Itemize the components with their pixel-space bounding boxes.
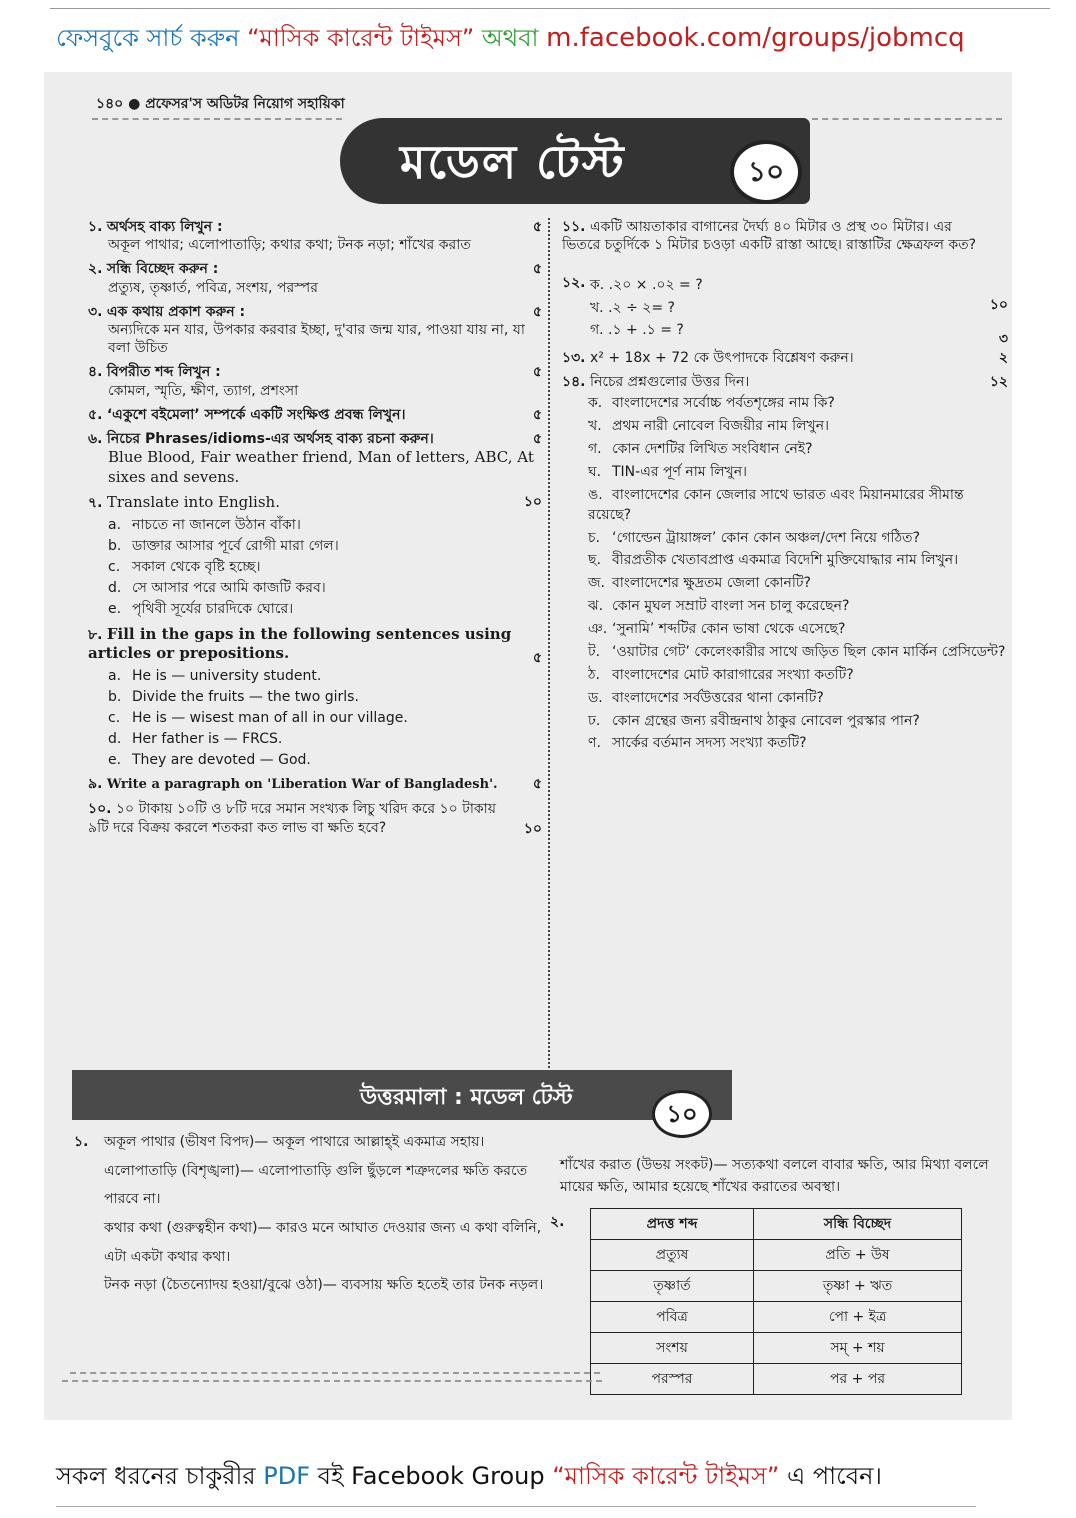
- bottom-banner-group: “মাসিক কারেন্ট টাইমস”: [552, 1462, 780, 1490]
- sub-item-label: খ.: [588, 418, 602, 435]
- question-number: ১৪.: [562, 374, 586, 391]
- question-text: Fill in the gaps in the following sentences using articles or prepositions.: [88, 624, 512, 662]
- question-mark: ৫: [532, 261, 542, 278]
- sub-item-label: গ.: [588, 441, 602, 458]
- sub-item: [108, 558, 542, 576]
- sub-item-label: ছ.: [588, 552, 601, 569]
- dash-rule: [70, 1372, 600, 1374]
- question-text: Write a paragraph on 'Liberation War of Bangladesh'.: [106, 777, 498, 793]
- table-header: প্রদত্ত শব্দ: [591, 1209, 754, 1240]
- top-banner: [56, 20, 1056, 60]
- bottom-banner-text1: সকল ধরনের চাকুরীর: [56, 1462, 256, 1490]
- sub-item-label: e.: [108, 752, 122, 769]
- table-header: সন্ধি বিচ্ছেদ: [754, 1209, 962, 1240]
- sub-item: [108, 688, 542, 706]
- question-3: [88, 303, 542, 358]
- sub-item-text: কোন গ্রন্থের জন্য রবীন্দ্রনাথ ঠাকুর নোবেল পুরস্কার পান?: [612, 712, 920, 729]
- top-rule: [50, 8, 1050, 9]
- sub-item-text: সে আসার পরে আমি কাজটি করব।: [132, 580, 326, 597]
- sub-item-text: বাংলাদেশের ক্ষুদ্রতম জেলা কোনটি?: [612, 575, 811, 592]
- sub-item: [588, 463, 1008, 483]
- question-2: [88, 260, 542, 296]
- question-text: একটি আয়তাকার বাগানের দৈর্ঘ্য ৪০ মিটার ও প্রস্থ ৩০ মিটার। এর ভিতরে চতুর্দিকে ১ মিটার চওড়া একটি রাস্তা আছে। রাস্তাটির ক্ষেত্রফল কত?: [562, 219, 977, 254]
- sub-item-label: c.: [108, 709, 121, 726]
- sub-item-text: নাচতে না জানলে উঠান বাঁকা।: [132, 516, 301, 533]
- table-cell: পরস্পর: [591, 1364, 754, 1395]
- sub-item-text: Her father is — FRCS.: [132, 731, 283, 748]
- sub-item-text: বাংলাদেশের কোন জেলার সাথে ভারত এবং মিয়ানমারের সীমান্ত রয়েছে?: [588, 486, 964, 523]
- sub-item-text: সার্কের বর্তমান সদস্য সংখ্যা কতটি?: [612, 735, 807, 752]
- dash-rule: [62, 1380, 602, 1382]
- sub-item: [588, 712, 1008, 732]
- question-mark: ৫: [532, 303, 542, 320]
- sub-item-text: বাংলাদেশের সর্বোচ্চ পর্বতশৃঙ্গের নাম কি?: [612, 395, 835, 412]
- sub-item-text: ‘গোল্ডেন ট্রায়াঙ্গল’ কোন কোন অঞ্চল/দেশ নিয়ে গঠিত?: [612, 529, 920, 546]
- sub-item-label: ঙ.: [588, 486, 603, 503]
- left-questions: [88, 218, 542, 487]
- running-head: ১৪০ ● প্রফেসর'স অডিটর নিয়োগ সহায়িকা: [96, 96, 345, 112]
- question-text: ১০ টাকায় ১০টি ও ৮টি দরে সমান সংখ্যক লিচু খরিদ করে ১০ টাকায় ৯টি দরে বিক্রয় করলে শতকরা কত লাভ বা ক্ষতি হবে?: [88, 801, 496, 836]
- question-text: Translate into English.: [106, 493, 280, 512]
- sub-item: [108, 709, 542, 727]
- bottom-banner: [56, 1458, 882, 1498]
- top-banner-search: ফেসবুকে সার্চ করুন: [56, 24, 240, 52]
- sub-item-label: ঢ.: [588, 712, 601, 729]
- question-number: ৭.: [88, 495, 103, 512]
- table-cell: সম্‌ + শয়: [754, 1333, 962, 1364]
- sub-item-text: কোন দেশটির লিখিত সংবিধান নেই?: [612, 441, 813, 458]
- sub-item-text: বাংলাদেশের সর্বউত্তরের থানা কোনটি?: [612, 689, 824, 706]
- answer-item: এলোপাতাড়ি (বিশৃঙ্খলা)— এলোপাতাড়ি গুলি ছুঁড়লে শত্রুদলের ক্ষতি করতে পারবে না।: [104, 1162, 528, 1208]
- question-number: ৯.: [88, 776, 103, 793]
- sub-item: [108, 537, 542, 555]
- sub-item-text: Divide the fruits — the two girls.: [132, 688, 359, 705]
- sub-item: [588, 486, 1008, 526]
- top-banner-or: অথবা: [481, 24, 539, 52]
- sub-item-label: ক.: [588, 395, 603, 412]
- sub-item-label: d.: [108, 580, 122, 597]
- table-row: [591, 1271, 962, 1302]
- top-banner-link[interactable]: m.facebook.com/groups/jobmcq: [546, 23, 965, 53]
- question-13: [562, 349, 1008, 367]
- table-row: [591, 1364, 962, 1395]
- question-number: ৪.: [88, 364, 103, 381]
- question-mark: ১০: [523, 494, 542, 511]
- sub-item-text: TIN-এর পূর্ণ নাম লিখুন।: [612, 463, 748, 480]
- sub-item: [588, 689, 1008, 709]
- answer-item: কথার কথা (গুরুত্বহীন কথা)— কারও মনে আঘাত দেওয়ার জন্য এ কথা বলিনি, এটা একটা কথার কথা।: [104, 1220, 542, 1265]
- question-text: নিচের প্রশ্নগুলোর উত্তর দিন।: [589, 374, 750, 391]
- sub-item-label: ঘ.: [588, 463, 602, 480]
- sub-item-label: e.: [108, 601, 122, 618]
- question-number: ১১.: [562, 219, 586, 235]
- table-body: [591, 1240, 962, 1395]
- sub-item: [588, 574, 1008, 594]
- answer-item: টনক নড়া (চৈতন্যোদয় হওয়া/বুঝে ওঠা)— ব্যবসায় ক্ষতি হতেই তার টনক নড়ল।: [104, 1277, 544, 1294]
- sub-item-label: a.: [108, 516, 122, 533]
- table-row: [591, 1333, 962, 1364]
- question-4: [88, 363, 542, 399]
- sub-item: [588, 620, 1008, 640]
- question-mark: ৫: [532, 364, 542, 381]
- question-12: [562, 274, 1008, 348]
- question-9: [88, 775, 542, 794]
- question-mark: ১০: [989, 297, 1008, 313]
- question-text: এক কথায় প্রকাশ করুন :: [106, 303, 246, 320]
- question-5: [88, 406, 542, 424]
- page-title: মডেল টেস্ট: [400, 135, 626, 189]
- sub-item-label: ট.: [588, 643, 601, 660]
- table-row: [591, 1240, 962, 1271]
- sub-item: [588, 643, 1008, 663]
- question-body: অন্যদিকে মন যার, উপকার করবার ইচ্ছা, দু'বার জন্ম যার, পাওয়া যায় না, যা বলা উচিত: [108, 321, 525, 357]
- question-text: অর্থসহ বাক্য লিখুন :: [106, 219, 223, 235]
- dash-rule: [812, 118, 1002, 120]
- question-10: [88, 800, 542, 836]
- table-cell: পো + ইত্র: [754, 1302, 962, 1333]
- question-text: ‘একুশে বইমেলা’ সম্পর্কে একটি সংক্ষিপ্ত প্রবন্ধ লিখুন।: [106, 406, 406, 423]
- question-7: [88, 493, 542, 618]
- sub-item: [108, 730, 542, 748]
- table-row: [591, 1302, 962, 1333]
- question-body: প্রত্যুষ, তৃষ্ণার্ত, পবিত্র, সংশয়, পরস্পর: [108, 279, 318, 296]
- sandhi-table: [590, 1208, 962, 1395]
- bottom-rule: [56, 1506, 976, 1507]
- sub-item-label: b.: [108, 688, 122, 705]
- sub-item: [108, 751, 542, 769]
- question-mark: ১২: [989, 374, 1008, 391]
- sub-item: [108, 600, 542, 618]
- question-14: [562, 373, 1008, 754]
- question-8: [88, 625, 542, 770]
- bottom-banner-text2: বই Facebook Group: [317, 1462, 545, 1490]
- table-cell: পবিত্র: [591, 1302, 754, 1333]
- right-column: [562, 218, 1008, 760]
- question-mark: ৫: [532, 776, 542, 793]
- question-text: নিচের Phrases/idioms-এর অর্থসহ বাক্য রচনা করুন।: [106, 430, 434, 447]
- sub-item: [588, 551, 1008, 571]
- sub-item-label: c.: [108, 558, 121, 575]
- sub-item: [588, 417, 1008, 437]
- left-column: [88, 218, 542, 843]
- sub-item-label: ঠ.: [588, 666, 600, 683]
- q12-items: [590, 274, 703, 343]
- column-divider: [548, 218, 550, 1076]
- question-body: অকূল পাথার; এলোপাতাড়ি; কথার কথা; টনক নড়া; শাঁখের করাত: [108, 237, 471, 254]
- sub-item-text: They are devoted — God.: [132, 752, 311, 769]
- sub-item: [588, 597, 1008, 617]
- answer-1-last: শাঁখের করাত (উভয় সংকট)— সত্যকথা বললে বাবার ক্ষতি, আর মিথ্যা বললে মায়ের ক্ষতি, আমার হয়েছে শাঁখের করাতের অবস্থা।: [560, 1157, 989, 1196]
- title-number: ১০: [730, 140, 802, 204]
- sub-item-label: b.: [108, 537, 122, 554]
- sub-item-label: a.: [108, 667, 122, 684]
- answer-title: উত্তরমালা : মডেল টেস্ট: [360, 1085, 573, 1110]
- question-number: ১০.: [88, 801, 112, 818]
- sub-item-label: ণ.: [588, 735, 601, 752]
- question-number: ৬.: [88, 430, 103, 447]
- sub-item: [588, 734, 1008, 754]
- answer-2-number: ২.: [550, 1214, 565, 1230]
- sub-item-label: ঝ.: [588, 598, 604, 615]
- question-number: ৫.: [88, 406, 103, 423]
- sub-item-text: He is — wisest man of all in our village.: [132, 709, 408, 726]
- answer-right-column: [560, 1154, 990, 1199]
- answer-number: ১০: [652, 1090, 712, 1138]
- sub-item-label: চ.: [588, 529, 601, 546]
- question-number: ৮.: [88, 626, 103, 643]
- sub-item: গ. .১ + .১ = ?: [589, 321, 684, 338]
- sub-item: খ. .২ ÷ ২= ?: [589, 299, 675, 316]
- sub-item: [588, 394, 1008, 414]
- sub-item: ক. .২০ × .০২ = ?: [589, 277, 703, 294]
- sub-item: [588, 440, 1008, 460]
- sub-item-text: কোন মুঘল সম্রাট বাংলা সন চালু করেছেন?: [612, 598, 850, 615]
- sub-item: [108, 667, 542, 685]
- table-cell: সংশয়: [591, 1333, 754, 1364]
- table-cell: তৃষ্ণা + ঋত: [754, 1271, 962, 1302]
- answer-item: অকূল পাথার (ভীষণ বিপদ)— অকূল পাথারে আল্লাহ্‌ই একমাত্র সহায়।: [104, 1134, 485, 1150]
- question-mark: ৫: [532, 406, 542, 423]
- sub-item-label: জ.: [588, 575, 605, 592]
- question-number: ১৩.: [562, 349, 586, 366]
- sub-item-text: সকাল থেকে বৃষ্টি হচ্ছে।: [132, 558, 261, 575]
- top-banner-group: “মাসিক কারেন্ট টাইমস”: [247, 24, 475, 52]
- question-1: [88, 218, 542, 254]
- sub-item: [588, 666, 1008, 686]
- sub-item-label: ড.: [588, 689, 603, 706]
- question-number: ১২.: [562, 275, 586, 292]
- table-cell: পর + পর: [754, 1364, 962, 1395]
- sub-item-text: বীরপ্রতীক খেতাবপ্রাপ্ত একমাত্র বিদেশি মুক্তিযোদ্ধার নাম লিখুন।: [612, 552, 959, 569]
- sub-item-label: d.: [108, 731, 122, 748]
- bottom-banner-text3: এ পাবেন।: [786, 1462, 883, 1490]
- question-text: x² + 18x + 72 কে উৎপাদকে বিশ্লেষণ করুন।: [589, 349, 854, 366]
- sub-item: [588, 529, 1008, 549]
- question-mark: ৫: [532, 430, 542, 447]
- answer-1-items: [74, 1128, 546, 1300]
- question-text: বিপরীত শব্দ লিখুন :: [106, 364, 221, 381]
- sub-item-text: ‘ওয়াটার গেট’ কেলেংকারীর সাথে জড়িত ছিল কোন মার্কিন প্রেসিডেন্ট?: [612, 643, 1006, 660]
- q14-items: [562, 394, 1008, 754]
- question-body: কোমল, স্মৃতি, ক্ষীণ, ত্যাগ, প্রশংসা: [108, 382, 299, 399]
- question-number: ২.: [88, 261, 103, 278]
- dash-rule: [92, 118, 342, 120]
- q7-items: [88, 516, 542, 619]
- question-mark: ৫: [532, 649, 542, 666]
- sub-item-text: ডাক্তার আসার পূর্বে রোগী মারা গেল।: [132, 537, 339, 554]
- sub-item: [108, 579, 542, 597]
- question-mark: ১০: [523, 821, 542, 838]
- question-mark: ৩: [998, 331, 1008, 348]
- sub-item-label: ঞ.: [588, 621, 608, 638]
- question-text: সন্ধি বিচ্ছেদ করুন :: [106, 261, 219, 278]
- q8-items: [88, 667, 542, 770]
- question-body: Blue Blood, Fair weather friend, Man of letters, ABC, At sixes and sevens.: [108, 448, 534, 486]
- sub-item-text: প্রথম নারী নোবেল বিজয়ীর নাম লিখুন।: [612, 418, 830, 435]
- question-number: ১.: [88, 219, 103, 235]
- question-number: ৩.: [88, 303, 103, 320]
- sub-item-text: পৃথিবী সূর্যের চারদিকে ঘোরে।: [132, 601, 294, 618]
- question-mark: ৫: [532, 219, 542, 235]
- sub-item-text: বাংলাদেশের মোট কারাগারের সংখ্যা কতটি?: [612, 666, 854, 683]
- answer-1-number: ১.: [74, 1134, 89, 1150]
- sub-item-text: ‘সুনামি’ শব্দটির কোন ভাষা থেকে এসেছে?: [612, 621, 846, 638]
- question-mark: ২: [998, 349, 1008, 366]
- table-cell: প্রত্যুষ: [591, 1240, 754, 1271]
- table-cell: তৃষ্ণার্ত: [591, 1271, 754, 1302]
- question-6: [88, 430, 542, 487]
- bottom-banner-pdf: PDF: [263, 1462, 310, 1490]
- table-cell: প্রতি + উষ: [754, 1240, 962, 1271]
- sub-item-text: He is — university student.: [132, 667, 322, 684]
- sub-item: [108, 516, 542, 534]
- answer-left-column: [74, 1128, 546, 1300]
